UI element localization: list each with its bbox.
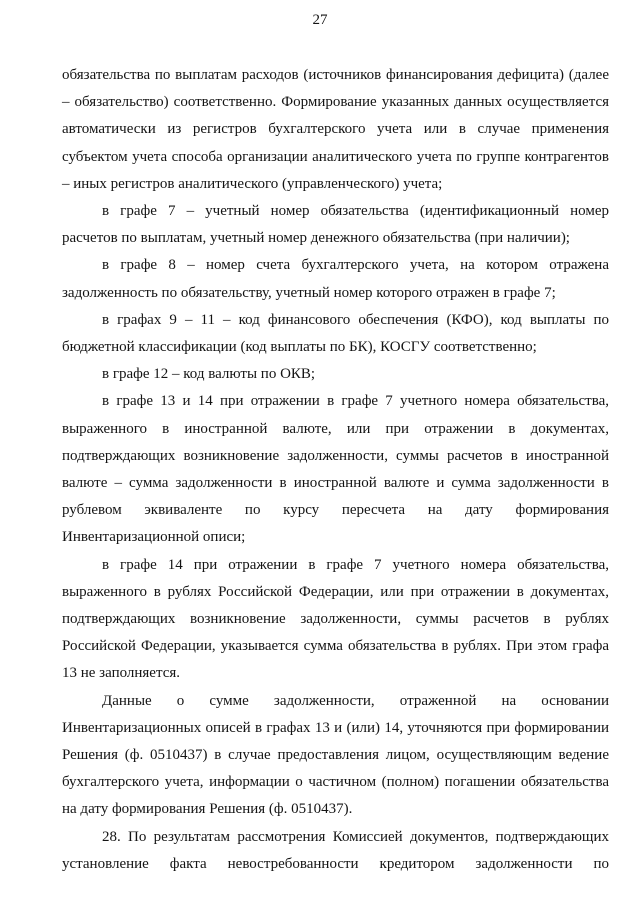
page-number: 27 <box>312 12 328 28</box>
paragraph-column-14: в графе 14 при отражении в графе 7 учетного номера обязательства, выраженного в рублях Российской Федерации, или при отражении в документах, подтверждающих возникновение задолженности, суммы расчетов в рублях Российской Федерации, указывается сумма обязательства в рублях. При этом графа 13 не заполняется. <box>62 556 609 682</box>
paragraph-obligations-continuation: обязательства по выплатам расходов (источников финансирования дефицита) (далее – обязательство) соответственно. Формирование указанных данных осуществляется автоматически из регистров бухгалтерского учета или в случае применения субъектом учета способа организации аналитического учета по группе контрагентов – иных регистров аналитического (управленческого) учета; <box>62 67 609 192</box>
paragraph-item-28: 28. По результатам рассмотрения Комиссией документов, подтверждающих установление факта невостребованности кредитором задолженности по <box>62 828 609 872</box>
paragraph-columns-13-14: в графе 13 и 14 при отражении в графе 7 учетного номера обязательства, выраженного в иностранной валюте, или при отражении в документах, подтверждающих возникновение задолженности, суммы расчетов в иностранной валюте – сумма задолженности в иностранной валюте и сумма задолженности в рублевом эквиваленте по курсу пересчета на дату формирования Инвентаризационной описи; <box>62 393 609 546</box>
document-body <box>62 62 609 878</box>
paragraph-columns-9-11: в графах 9 – 11 – код финансового обеспечения (КФО), код выплаты по бюджетной классификации (код выплаты по БК), КОСГУ соответственно; <box>62 311 609 356</box>
paragraph-debt-data: Данные о сумме задолженности, отраженной на основании Инвентаризационных описей в графах 13 и (или) 14, уточняются при формировании Решения (ф. 0510437) в случае предоставления лицом, осуществляющим ведение бухгалтерского учета, информации о частичном (полном) погашении обязательства на дату формирования Решения (ф. 0510437). <box>62 692 609 818</box>
paragraph-column-8: в графе 8 – номер счета бухгалтерского учета, на котором отражена задолженность по обязательству, учетный номер которого отражен в графе 7; <box>62 257 609 301</box>
paragraph-column-12: в графе 12 – код валюты по ОКВ; <box>102 366 316 383</box>
paragraph-column-7: в графе 7 – учетный номер обязательства (идентификационный номер расчетов по выплатам, учетный номер денежного обязательства (при наличии); <box>62 203 609 247</box>
